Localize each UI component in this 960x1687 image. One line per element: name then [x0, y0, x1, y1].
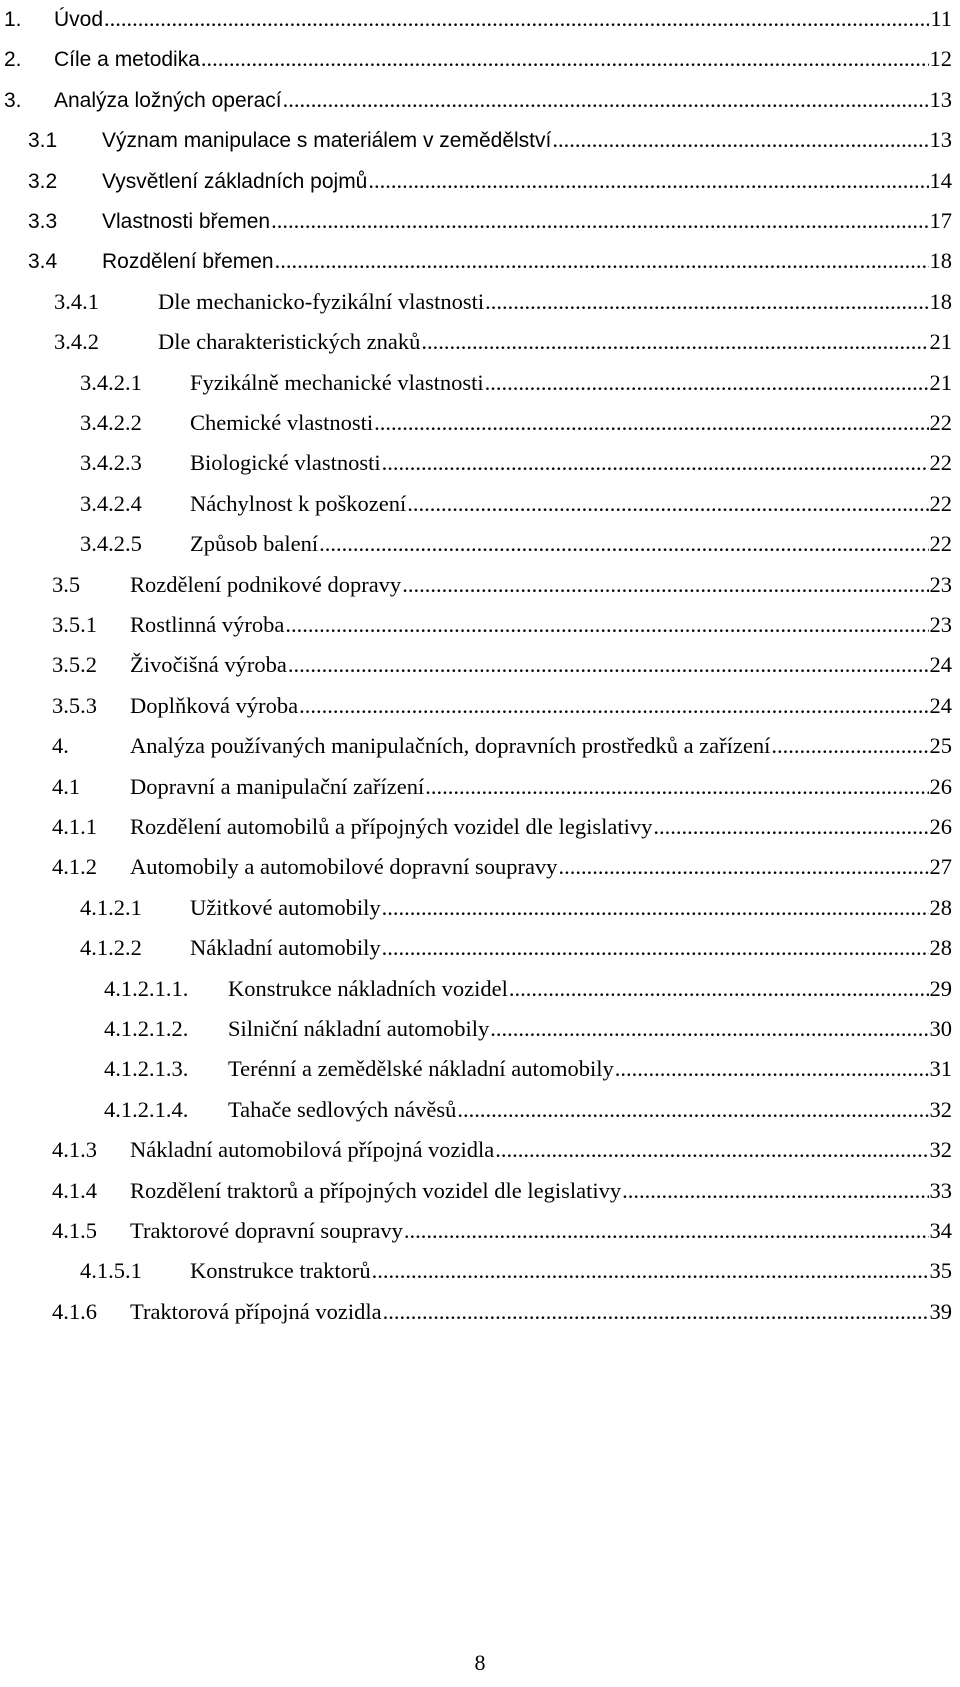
- toc-entry-number: 4.1.2.1.2.: [104, 1016, 189, 1041]
- toc-entry-title: Rostlinná výroba: [130, 612, 285, 637]
- toc-entry-title: Cíle a metodika: [54, 48, 200, 72]
- toc-leader-dots: [319, 531, 928, 557]
- toc-entry-page: 35: [929, 1258, 952, 1284]
- toc-leader-dots: [552, 127, 928, 153]
- toc-leader-dots: [457, 1097, 928, 1123]
- toc-entry-title: Automobily a automobilové dopravní soupravy: [130, 854, 558, 880]
- toc-entry[interactable]: [0, 4, 960, 48]
- toc-entry-number: 4.1.5.1: [80, 1258, 142, 1284]
- toc-entry-page: 23: [929, 571, 952, 597]
- toc-entry-number: 3.: [4, 88, 22, 112]
- toc-entry[interactable]: [0, 1095, 960, 1139]
- toc-entry-number: 3.4.2.2: [80, 410, 142, 435]
- toc-entry-number: 3.4.2.1: [80, 369, 142, 395]
- toc-entry-title: Úvod: [54, 8, 104, 31]
- toc-entry-title: Nákladní automobilová přípojná vozidla: [130, 1137, 495, 1163]
- toc-entry-title: Způsob balení: [190, 531, 319, 557]
- toc-entry-title: Terénní a zemědělské nákladní automobily: [228, 1056, 614, 1082]
- toc-entry[interactable]: [0, 852, 960, 896]
- toc-entry-page: 25: [929, 733, 952, 759]
- toc-leader-dots: [271, 208, 928, 234]
- toc-leader-dots: [374, 410, 928, 436]
- toc-entry[interactable]: [0, 44, 960, 88]
- toc-leader-dots: [104, 6, 929, 32]
- toc-entry-title: Chemické vlastnosti: [190, 410, 374, 435]
- toc-entry-number: 4.1.2.1: [80, 894, 142, 920]
- toc-entry-title: Silniční nákladní automobily: [228, 1016, 490, 1041]
- toc-entry-page: 31: [929, 1056, 952, 1082]
- toc-entry-number: 3.1: [28, 129, 58, 153]
- toc-entry[interactable]: [0, 368, 960, 412]
- toc-entry-number: 4.1.2.2: [80, 935, 142, 961]
- toc-entry-title: Dle charakteristických znaků: [158, 329, 421, 355]
- toc-entry-title: Fyzikálně mechanické vlastnosti: [190, 369, 484, 395]
- toc-entry-page: 12: [929, 46, 952, 72]
- toc-entry[interactable]: [0, 650, 960, 694]
- toc-entry[interactable]: [0, 812, 960, 856]
- toc-entry[interactable]: [0, 772, 960, 816]
- toc-entry-title: Dopravní a manipulační zařízení: [130, 773, 425, 799]
- toc-entry[interactable]: [0, 610, 960, 654]
- toc-entry-page: 13: [929, 127, 952, 153]
- toc-leader-dots: [615, 1056, 929, 1082]
- toc-leader-dots: [407, 491, 928, 517]
- toc-entry-number: 3.5.2: [52, 652, 97, 678]
- toc-entry[interactable]: [0, 893, 960, 937]
- toc-entry-page: 22: [929, 531, 952, 557]
- toc-entry-title: Analýza používaných manipulačních, dopravních prostředků a zařízení: [130, 733, 771, 759]
- toc-entry-number: 4.1.2.1.1.: [104, 975, 189, 1001]
- toc-entry-number: 3.4.2: [54, 329, 99, 355]
- toc-entry-page: 22: [929, 490, 952, 516]
- toc-entry[interactable]: [0, 1135, 960, 1179]
- toc-entry-number: 3.5.3: [52, 692, 97, 718]
- toc-leader-dots: [421, 329, 928, 355]
- toc-entry-title: Význam manipulace s materiálem v zemědělství: [102, 129, 552, 153]
- toc-entry-page: 14: [929, 167, 952, 193]
- toc-entry[interactable]: [0, 1216, 960, 1260]
- toc-entry-title: Konstrukce nákladních vozidel: [228, 975, 508, 1001]
- toc-leader-dots: [653, 814, 928, 840]
- toc-entry-title: Rozdělení břemen: [102, 250, 274, 274]
- toc-entry-page: 28: [929, 894, 952, 920]
- toc-entry-page: 28: [929, 935, 952, 961]
- toc-entry-page: 23: [929, 612, 952, 637]
- toc-entry[interactable]: [0, 125, 960, 169]
- toc-leader-dots: [201, 46, 929, 72]
- toc-leader-dots: [275, 248, 929, 274]
- toc-leader-dots: [382, 895, 929, 921]
- toc-entry-title: Biologické vlastnosti: [190, 450, 381, 476]
- toc-entry-number: 4.1.2.1.3.: [104, 1056, 189, 1082]
- toc-entry-title: Rozdělení podnikové dopravy: [130, 571, 402, 597]
- toc-entry-page: 24: [929, 692, 952, 718]
- toc-entry[interactable]: [0, 1256, 960, 1300]
- toc-entry-number: 4.1.1: [52, 814, 97, 839]
- toc-entry[interactable]: [0, 570, 960, 614]
- toc-entry[interactable]: [0, 448, 960, 492]
- toc-leader-dots: [383, 1299, 929, 1325]
- toc-leader-dots: [425, 774, 928, 800]
- toc-entry-number: 3.4.2.5: [80, 531, 142, 557]
- toc-leader-dots: [771, 733, 928, 759]
- toc-leader-dots: [283, 87, 929, 113]
- toc-entry-number: 3.4.2.4: [80, 490, 142, 516]
- toc-entry-number: 3.4.1: [54, 288, 99, 314]
- toc-entry-title: Užitkové automobily: [190, 894, 381, 920]
- toc-entry[interactable]: [0, 327, 960, 371]
- toc-entry-page: 34: [929, 1218, 952, 1243]
- toc-entry-page: 24: [929, 652, 952, 678]
- toc-entry[interactable]: [0, 529, 960, 573]
- toc-entry[interactable]: [0, 85, 960, 129]
- toc-entry-number: 2.: [4, 48, 22, 72]
- toc-entry-number: 4.1.3: [52, 1137, 97, 1163]
- toc-entry-number: 3.5: [52, 571, 81, 597]
- toc-entry-number: 3.4: [28, 250, 58, 274]
- toc-leader-dots: [299, 693, 928, 719]
- toc-entry[interactable]: [0, 1176, 960, 1220]
- toc-entry[interactable]: [0, 731, 960, 775]
- toc-entry-page: 39: [929, 1298, 952, 1324]
- toc-leader-dots: [368, 168, 928, 194]
- toc-entry[interactable]: [0, 933, 960, 977]
- toc-entry-page: 13: [929, 86, 952, 112]
- toc-leader-dots: [404, 1218, 929, 1244]
- toc-entry[interactable]: [0, 489, 960, 533]
- toc-entry-page: 18: [929, 248, 952, 274]
- toc-entry-number: 4.1.6: [52, 1298, 97, 1324]
- toc-entry-title: Rozdělení automobilů a přípojných vozidel dle legislativy: [130, 814, 653, 839]
- toc-entry-title: Rozdělení traktorů a přípojných vozidel dle legislativy: [130, 1177, 622, 1203]
- toc-leader-dots: [372, 1258, 929, 1284]
- toc-entry-number: 3.2: [28, 169, 58, 193]
- toc-entry-number: 4.: [52, 733, 69, 759]
- toc-entry-title: Konstrukce traktorů: [190, 1258, 371, 1284]
- toc-entry-number: 4.1: [52, 773, 81, 799]
- toc-entry[interactable]: [0, 1297, 960, 1341]
- toc-entry-title: Traktorové dopravní soupravy: [130, 1218, 403, 1243]
- toc-leader-dots: [402, 572, 928, 598]
- toc-entry-page: 26: [929, 814, 952, 839]
- toc-entry-title: Dle mechanicko-fyzikální vlastnosti: [158, 288, 485, 314]
- toc-leader-dots: [485, 370, 929, 396]
- toc-entry-page: 18: [929, 288, 952, 314]
- page-number: 8: [474, 1650, 486, 1675]
- toc-entry-page: 21: [929, 329, 952, 355]
- toc-entry[interactable]: [0, 166, 960, 210]
- toc-entry-number: 4.1.2.1.4.: [104, 1096, 189, 1122]
- toc-entry-number: 4.1.5: [52, 1218, 97, 1243]
- toc-leader-dots: [382, 450, 929, 476]
- toc-entry-title: Doplňková výroba: [130, 692, 299, 718]
- toc-entry-title: Vysvětlení základních pojmů: [102, 169, 368, 193]
- toc-entry[interactable]: [0, 287, 960, 331]
- toc-entry-title: Tahače sedlových návěsů: [228, 1096, 457, 1122]
- toc-entry-page: 33: [929, 1177, 952, 1203]
- toc-entry-title: Analýza ložných operací: [54, 88, 282, 112]
- toc-entry-page: 22: [929, 450, 952, 476]
- toc-entry[interactable]: [0, 206, 960, 250]
- toc-entry[interactable]: [0, 1054, 960, 1098]
- toc-entry-title: Náchylnost k poškození: [190, 490, 407, 516]
- toc-entry[interactable]: [0, 408, 960, 452]
- toc-entry-number: 4.1.2: [52, 854, 97, 880]
- toc-entry-title: Živočišná výroba: [130, 652, 287, 678]
- toc-entry-page: 26: [929, 773, 952, 799]
- toc-leader-dots: [382, 935, 929, 961]
- toc-leader-dots: [622, 1178, 928, 1204]
- toc-entry[interactable]: [0, 1014, 960, 1058]
- toc-entry-page: 27: [929, 854, 952, 880]
- toc-entry-title: Nákladní automobily: [190, 935, 381, 961]
- toc-entry-page: 11: [930, 6, 952, 31]
- toc-entry-page: 29: [929, 975, 952, 1001]
- toc-entry-title: Traktorová přípojná vozidla: [130, 1298, 382, 1324]
- toc-entry[interactable]: [0, 691, 960, 735]
- toc-leader-dots: [558, 854, 928, 880]
- toc-entry[interactable]: [0, 246, 960, 290]
- toc-leader-dots: [509, 976, 929, 1002]
- toc-leader-dots: [288, 652, 929, 678]
- toc-leader-dots: [495, 1137, 928, 1163]
- toc-entry-number: 3.3: [28, 210, 58, 233]
- toc-entry-number: 4.1.4: [52, 1177, 97, 1203]
- toc-leader-dots: [485, 289, 928, 315]
- toc-leader-dots: [285, 612, 928, 638]
- toc-entry-title: Vlastnosti břemen: [102, 210, 271, 233]
- toc-entry-page: 21: [929, 369, 952, 395]
- toc-entry-page: 32: [929, 1096, 952, 1122]
- toc-entry-page: 30: [929, 1016, 952, 1041]
- toc-entry-number: 3.4.2.3: [80, 450, 142, 476]
- toc-leader-dots: [490, 1016, 928, 1042]
- toc-entry-page: 17: [929, 208, 952, 233]
- toc-entry[interactable]: [0, 974, 960, 1018]
- toc-entry-page: 22: [929, 410, 952, 435]
- toc-entry-number: 1.: [4, 8, 22, 31]
- toc-entry-number: 3.5.1: [52, 612, 97, 637]
- toc-entry-page: 32: [929, 1137, 952, 1163]
